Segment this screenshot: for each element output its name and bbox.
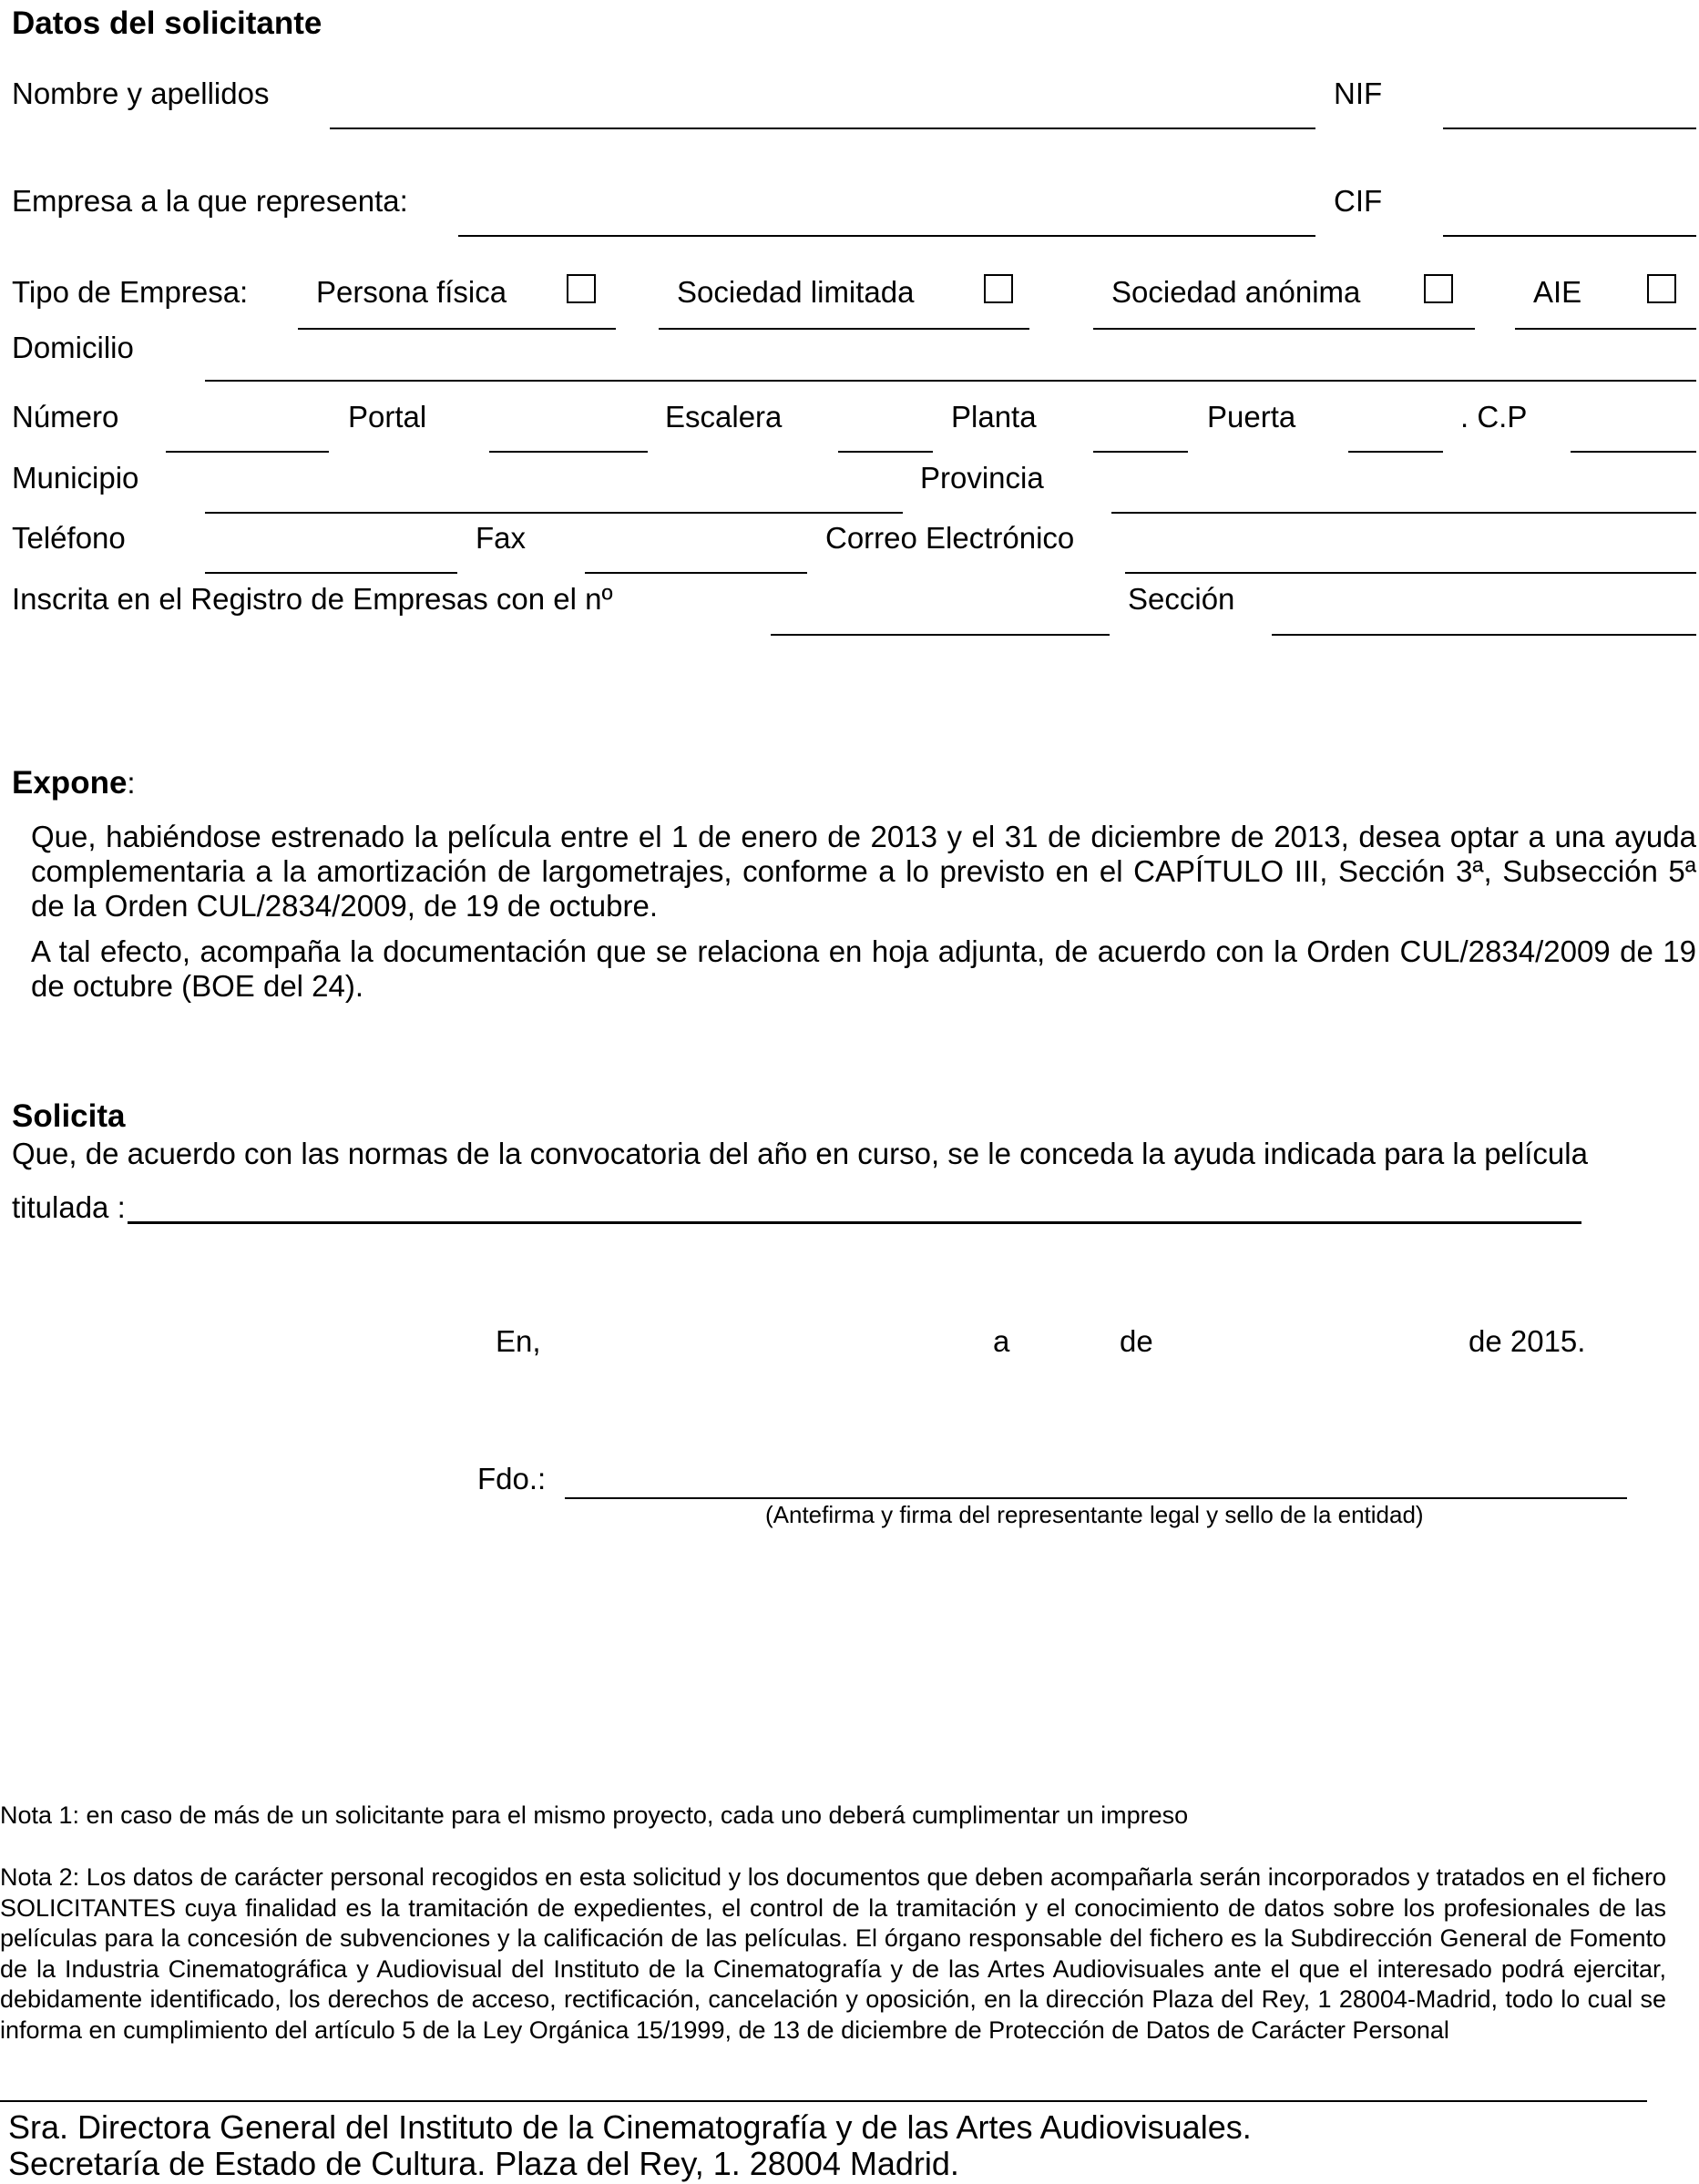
municipio-field[interactable] bbox=[205, 512, 903, 514]
seccion-field[interactable] bbox=[1272, 634, 1696, 636]
numero-field[interactable] bbox=[166, 451, 329, 453]
escalera-label: Escalera bbox=[665, 400, 783, 434]
tipo-sociedad-limitada-label: Sociedad limitada bbox=[677, 275, 915, 309]
nota-1: Nota 1: en caso de más de un solicitante para el mismo proyecto, cada uno deberá cumplimentar un impreso bbox=[0, 1801, 1189, 1829]
tipo-aie-label: AIE bbox=[1533, 275, 1582, 309]
expone-paragraph-1: Que, habiéndose estrenado la película entre el 1 de enero de 2013 y el 31 de diciembre de 2013, desea optar a una ayuda complementaria a la amortización de largometrajes, conforme a lo previsto en el CAPÍTULO III, Sección 3ª, Subsección 5ª de la Orden CUL/2834/2009, de 19 de octubre. bbox=[31, 820, 1696, 923]
puerta-label: Puerta bbox=[1207, 400, 1296, 434]
empresa-field[interactable] bbox=[458, 235, 1315, 237]
fdo-label: Fdo.: bbox=[477, 1462, 547, 1495]
seccion-label: Sección bbox=[1128, 582, 1235, 616]
nombre-label: Nombre y apellidos bbox=[12, 77, 270, 110]
sociedad-limitada-checkbox[interactable] bbox=[984, 274, 1013, 303]
titulada-label: titulada : bbox=[12, 1190, 126, 1224]
telefono-field[interactable] bbox=[205, 572, 457, 574]
footer-line-2: Secretaría de Estado de Cultura. Plaza del Rey, 1. 28004 Madrid. bbox=[8, 2145, 959, 2182]
correo-field[interactable] bbox=[1125, 572, 1696, 574]
domicilio-field[interactable] bbox=[205, 380, 1696, 382]
registro-label: Inscrita en el Registro de Empresas con el nº bbox=[12, 582, 613, 616]
planta-field[interactable] bbox=[1093, 451, 1188, 453]
portal-field[interactable] bbox=[489, 451, 648, 453]
telefono-label: Teléfono bbox=[12, 521, 126, 555]
sociedad-anonima-checkbox[interactable] bbox=[1424, 274, 1453, 303]
numero-label: Número bbox=[12, 400, 119, 434]
nota-2: Nota 2: Los datos de carácter personal recogidos en esta solicitud y los documentos que deben acompañarla serán incorporados y tratados en el fichero SOLICITANTES cuya finalidad es la tramitación de expedientes, el control de la tramitación y el conocimiento de datos sobre los profesionales de las películas para la concesión de subvenciones y la calificación de las películas. El órgano responsable del fichero es la Subdirección General de Fomento de la Industria Cinematográfica y Audiovisual del Instituto de la Cinematografía y de las Artes Audiovisuales ante el que el interesado podrá ejercitar, debidamente identificado, los derechos de acceso, rectificación, cancelación y oposición, en la dirección Plaza del Rey, 1 28004-Madrid, todo lo cual se informa en cumplimiento del artículo 5 de la Ley Orgánica 15/1999, de 13 de diciembre de Protección de Datos de Carácter Personal bbox=[0, 1863, 1666, 2044]
nombre-field[interactable] bbox=[330, 128, 1315, 129]
footer-line-1: Sra. Directora General del Instituto de la Cinematografía y de las Artes Audiovisuales. bbox=[8, 2108, 1252, 2146]
empresa-label: Empresa a la que representa: bbox=[12, 184, 408, 218]
cif-field[interactable] bbox=[1443, 235, 1696, 237]
section-heading-solicitante: Datos del solicitante bbox=[12, 5, 322, 41]
municipio-label: Municipio bbox=[12, 461, 139, 495]
sociedad-limitada-underline bbox=[659, 328, 1029, 330]
expone-colon: : bbox=[127, 766, 136, 800]
nif-label: NIF bbox=[1334, 77, 1383, 110]
firma-caption: (Antefirma y firma del representante legal y sello de la entidad) bbox=[765, 1501, 1424, 1528]
fecha-a-label: a bbox=[993, 1324, 1010, 1358]
provincia-field[interactable] bbox=[1111, 512, 1696, 514]
expone-heading: Expone bbox=[12, 765, 128, 801]
footer-divider bbox=[0, 2100, 1647, 2102]
titulo-pelicula-field[interactable] bbox=[128, 1221, 1581, 1224]
cp-label: . C.P bbox=[1460, 400, 1528, 434]
correo-label: Correo Electrónico bbox=[825, 521, 1075, 555]
aie-checkbox[interactable] bbox=[1647, 274, 1676, 303]
puerta-field[interactable] bbox=[1348, 451, 1443, 453]
persona-fisica-underline bbox=[298, 328, 616, 330]
nif-field[interactable] bbox=[1443, 128, 1696, 129]
fecha-de-label: de bbox=[1120, 1324, 1153, 1358]
persona-fisica-checkbox[interactable] bbox=[567, 274, 596, 303]
fax-label: Fax bbox=[476, 521, 527, 555]
escalera-field[interactable] bbox=[838, 451, 933, 453]
cp-field[interactable] bbox=[1571, 451, 1696, 453]
fecha-year-label: de 2015. bbox=[1469, 1324, 1586, 1358]
section-heading-solicita: Solicita bbox=[12, 1098, 126, 1134]
sociedad-anonima-underline bbox=[1093, 328, 1475, 330]
registro-numero-field[interactable] bbox=[771, 634, 1110, 636]
domicilio-label: Domicilio bbox=[12, 331, 134, 364]
tipo-persona-fisica-label: Persona física bbox=[316, 275, 507, 309]
tipo-sociedad-anonima-label: Sociedad anónima bbox=[1111, 275, 1361, 309]
cif-label: CIF bbox=[1334, 184, 1383, 218]
portal-label: Portal bbox=[348, 400, 427, 434]
tipo-empresa-label: Tipo de Empresa: bbox=[12, 275, 249, 309]
expone-paragraph-2: A tal efecto, acompaña la documentación que se relaciona en hoja adjunta, de acuerdo con la Orden CUL/2834/2009 de 19 de octubre (BOE del 24). bbox=[31, 934, 1696, 1003]
provincia-label: Provincia bbox=[920, 461, 1044, 495]
solicita-text: Que, de acuerdo con las normas de la convocatoria del año en curso, se le conceda la ayuda indicada para la película bbox=[12, 1137, 1588, 1170]
aie-underline bbox=[1515, 328, 1696, 330]
planta-label: Planta bbox=[951, 400, 1037, 434]
section-heading-expone bbox=[12, 765, 136, 801]
fecha-en-label: En, bbox=[496, 1324, 541, 1358]
fax-field[interactable] bbox=[585, 572, 807, 574]
